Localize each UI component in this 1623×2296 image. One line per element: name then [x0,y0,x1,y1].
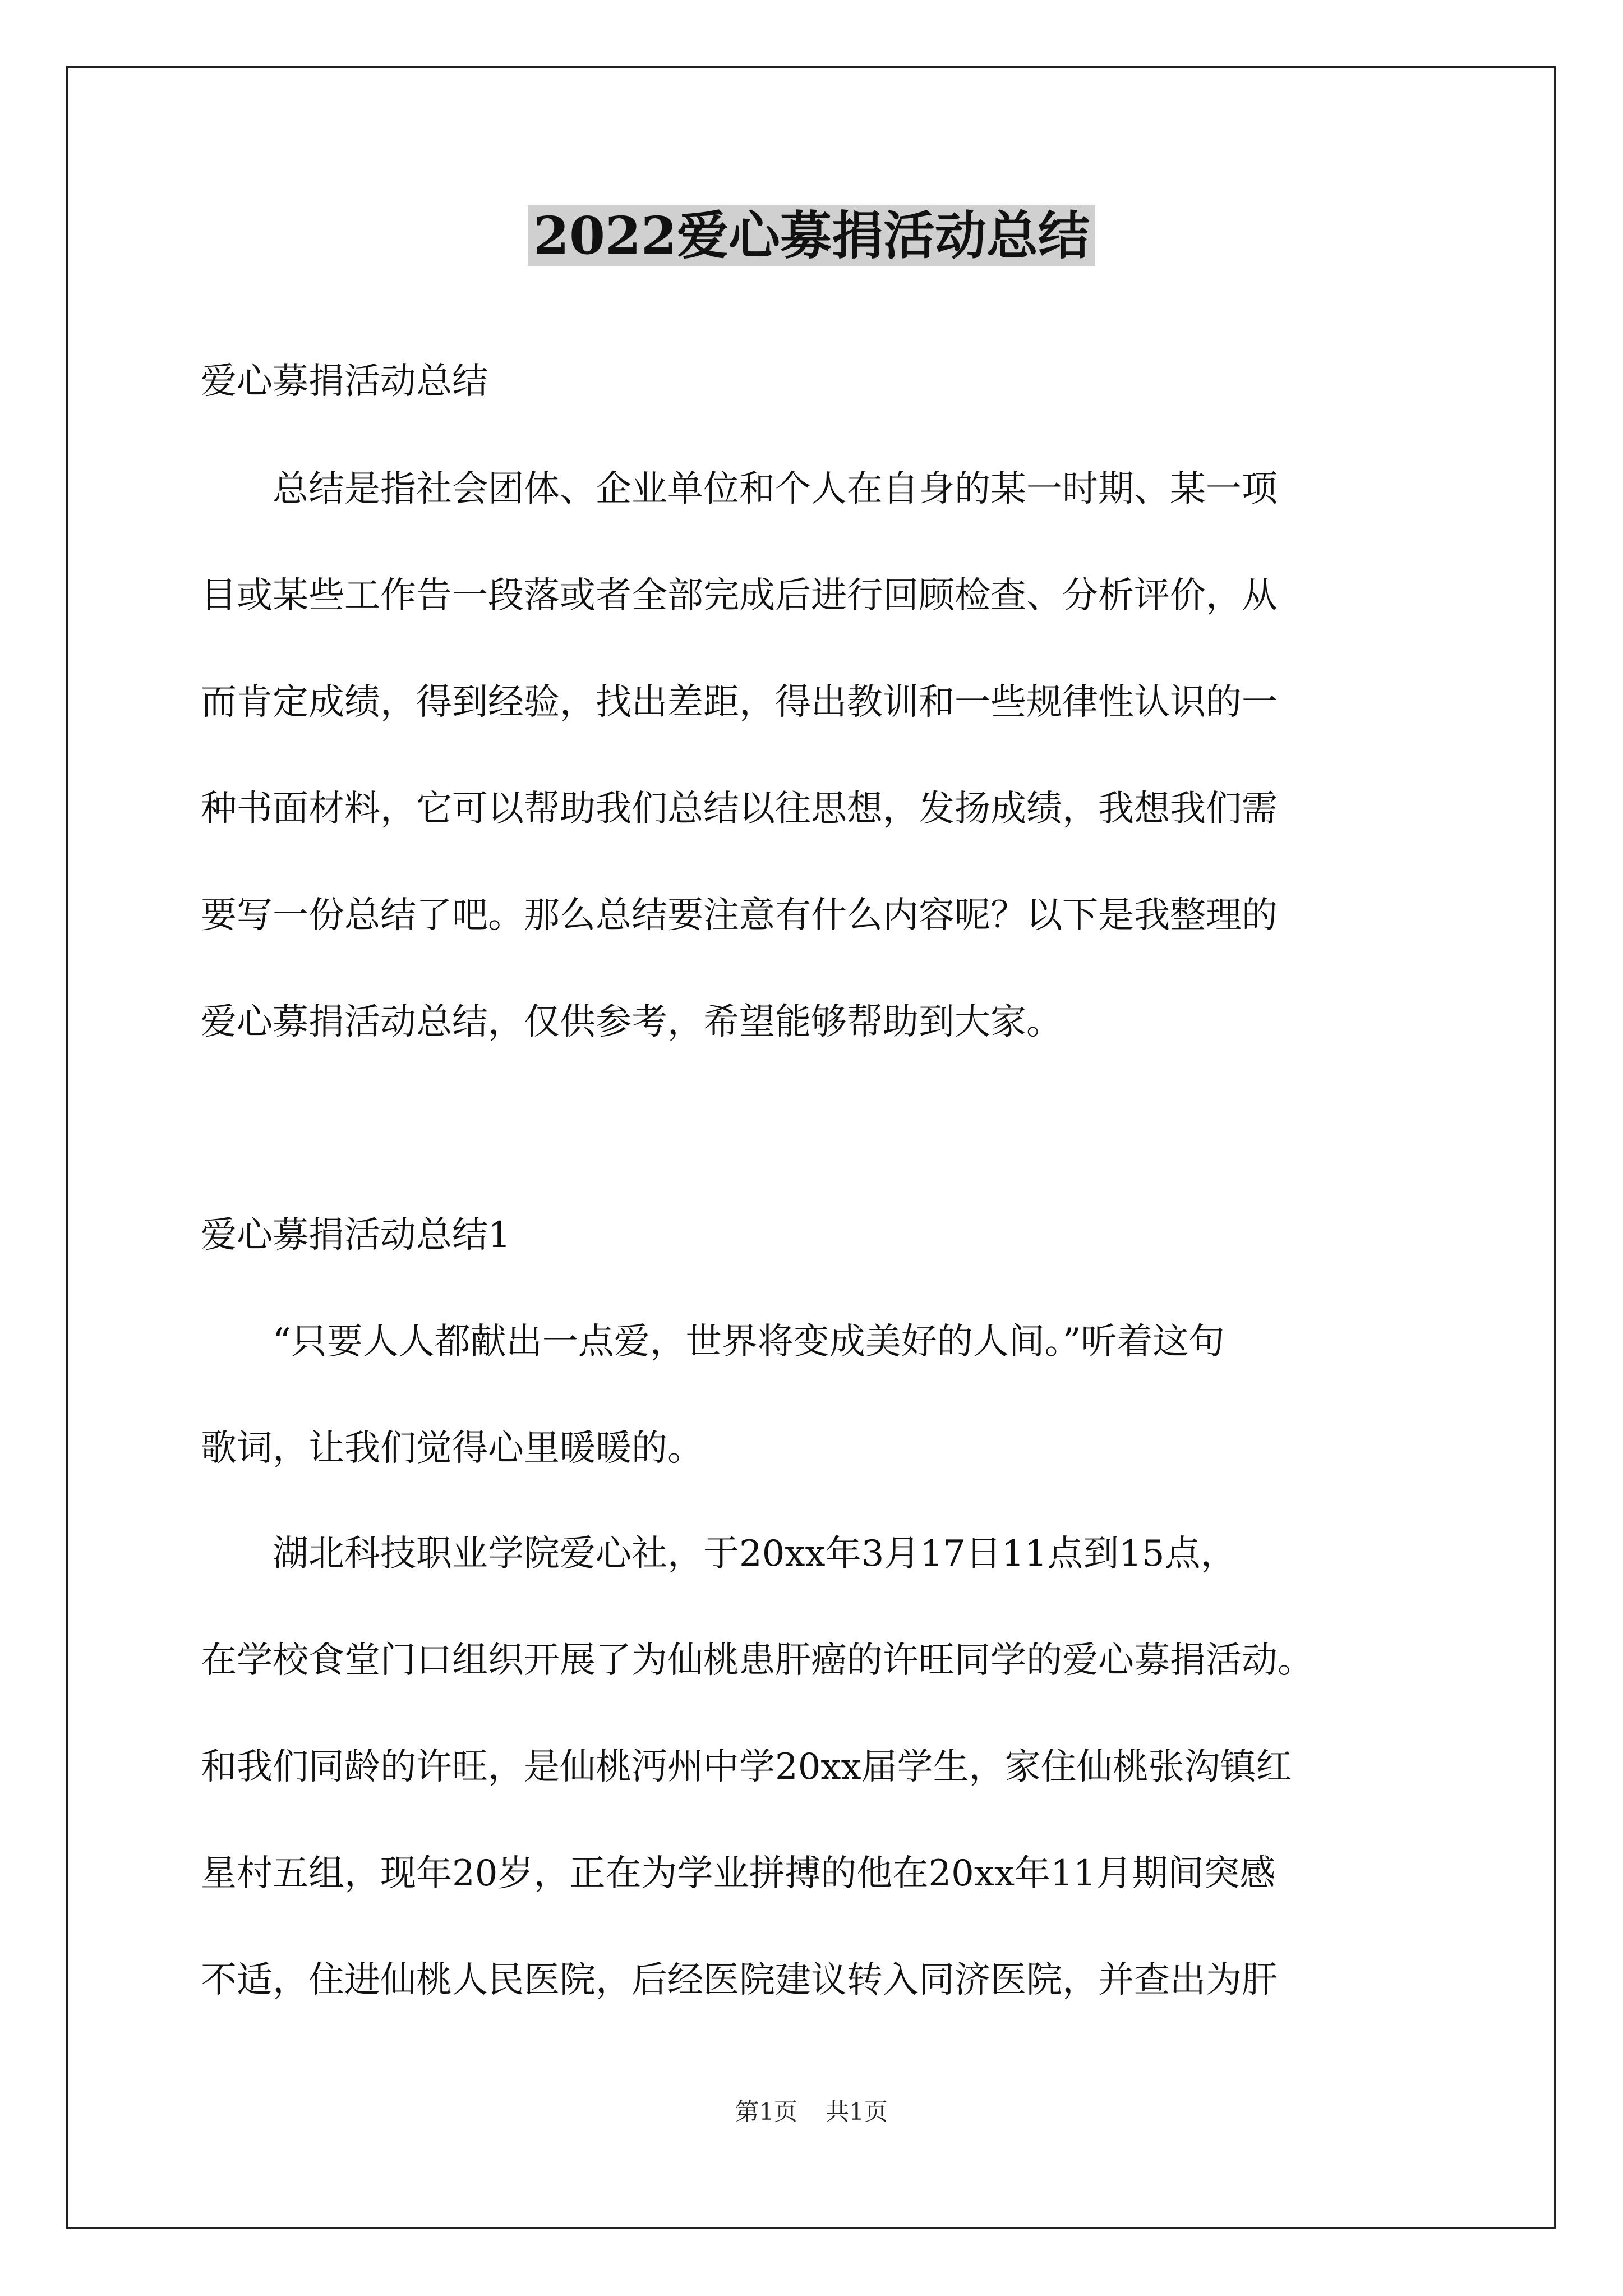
section-paragraph-line: 不适，住进仙桃人民医院，后经医院建议转入同济医院，并查出为肝 [201,1959,1278,2001]
page-number: 第1页 [735,2098,797,2125]
intro-line: 而肯定成绩，得到经验，找出差距，得出教训和一些规律性认识的一 [201,682,1278,723]
document-subtitle: 爱心募捐活动总结 [201,361,488,402]
intro-line: 种书面材料，它可以帮助我们总结以往思想，发扬成绩，我想我们需 [201,788,1278,830]
section-paragraph-line: 在学校食堂门口组织开展了为仙桃患肝癌的许旺同学的爱心募捐活动。 [201,1640,1313,1681]
intro-line: 目或某些工作告一段落或者全部完成后进行回顾检查、分析评价，从 [201,575,1278,616]
intro-line: 要写一份总结了吧。那么总结要注意有什么内容呢？以下是我整理的 [201,895,1278,936]
section-paragraph-line: “只要人人都献出一点爱，世界将变成美好的人间。”听着这句 [201,1321,1225,1363]
intro-line: 总结是指社会团体、企业单位和个人在自身的某一时期、某一项 [201,468,1278,510]
document-title-text: 2022爱心募捐活动总结 [528,205,1095,266]
section-paragraph-line: 歌词，让我们觉得心里暖暖的。 [201,1428,703,1469]
section-paragraph-line: 湖北科技职业学院爱心社，于20xx年3月17日11点到15点， [201,1533,1237,1575]
document-title [0,196,1623,275]
page-footer [0,2095,1623,2129]
section-paragraph-line: 和我们同龄的许旺，是仙桃沔州中学20xx届学生，家住仙桃张沟镇红 [201,1746,1292,1788]
section-paragraph-line: 星村五组，现年20岁，正在为学业拼搏的他在20xx年11月期间突感 [201,1853,1276,1894]
page-total: 共1页 [826,2098,888,2125]
section-heading: 爱心募捐活动总结1 [201,1214,511,1256]
intro-line: 爱心募捐活动总结，仅供参考，希望能够帮助到大家。 [201,1001,1062,1043]
